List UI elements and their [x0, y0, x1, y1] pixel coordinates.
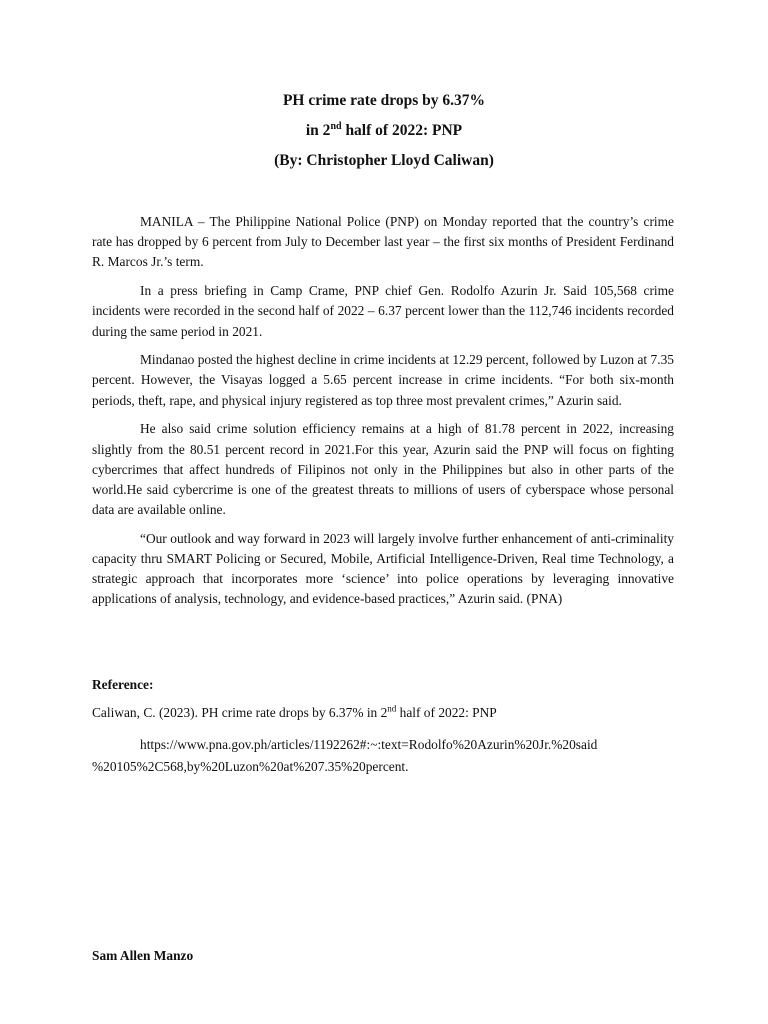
author-name: Sam Allen Manzo — [92, 948, 194, 963]
citation-post: half of 2022: PNP — [396, 705, 497, 720]
paragraph-4: He also said crime solution efficiency remains at a high of 81.78 percent in 2022, increasing slightly from the 80.51 percent record in 2021.For this year, Azurin said the PNP will focus on fighting cybercrimes that affect hundreds of Filipinos not only in the Philippines but also in other parts of the world.He said cybercrime is one of the greatest threats to millions of users of cyberspace whose personal data are available online. — [92, 421, 674, 518]
article-body — [92, 212, 674, 618]
reference-url-line-1: https://www.pna.gov.ph/articles/1192262#:~:text=Rodolfo%20Azurin%20Jr.%20said — [140, 737, 598, 752]
subtitle-pre: in 2 — [305, 122, 331, 139]
paragraph-2: In a press briefing in Camp Crame, PNP chief Gen. Rodolfo Azurin Jr. Said 105,568 crime incidents were recorded in the second half of 2022 – 6.37 percent lower than the 112,746 incidents recorded during the same period in 2021. — [92, 283, 674, 339]
reference-url — [92, 734, 678, 778]
citation-pre: Caliwan, C. (2023). PH crime rate drops by 6.37% in 2 — [92, 705, 388, 720]
headline: PH crime rate drops by 6.37% — [282, 92, 486, 109]
paragraph-1: MANILA – The Philippine National Police (PNP) on Monday reported that the country’s crime rate has dropped by 6 percent from July to December last year – the first six months of President Ferdinand R. Marcos Jr.’s term. — [92, 214, 674, 270]
reference-citation — [92, 705, 497, 721]
headline-subtitle — [0, 116, 768, 146]
reference-url-line-2: %20105%2C568,by%20Luzon%20at%207.35%20percent. — [92, 759, 409, 774]
reference-heading: Reference: — [92, 677, 154, 692]
paragraph-5: “Our outlook and way forward in 2023 will largely involve further enhancement of anti-criminality capacity thru SMART Policing or Secured, Mobile, Artificial Intelligence-Driven, Real time Technology, a strategic approach that incorporates more ‘science’ into police operations by leveraging innovative applications of analysis, technology, and evidence-based practices,” Azurin said. (PNA) — [92, 530, 674, 607]
subtitle-post: half of 2022: PNP — [341, 122, 463, 139]
byline: (By: Christopher Lloyd Caliwan) — [274, 152, 494, 169]
article-title-block — [0, 86, 768, 176]
paragraph-3: Mindanao posted the highest decline in crime incidents at 12.29 percent, followed by Luzon at 7.35 percent. However, the Visayas logged a 5.65 percent increase in crime incidents. “For both six-month periods, theft, rape, and physical injury registered as top three most prevalent crimes,” Azurin said. — [92, 352, 674, 408]
subtitle-ordinal: nd — [330, 120, 342, 132]
citation-ordinal: nd — [387, 703, 397, 714]
